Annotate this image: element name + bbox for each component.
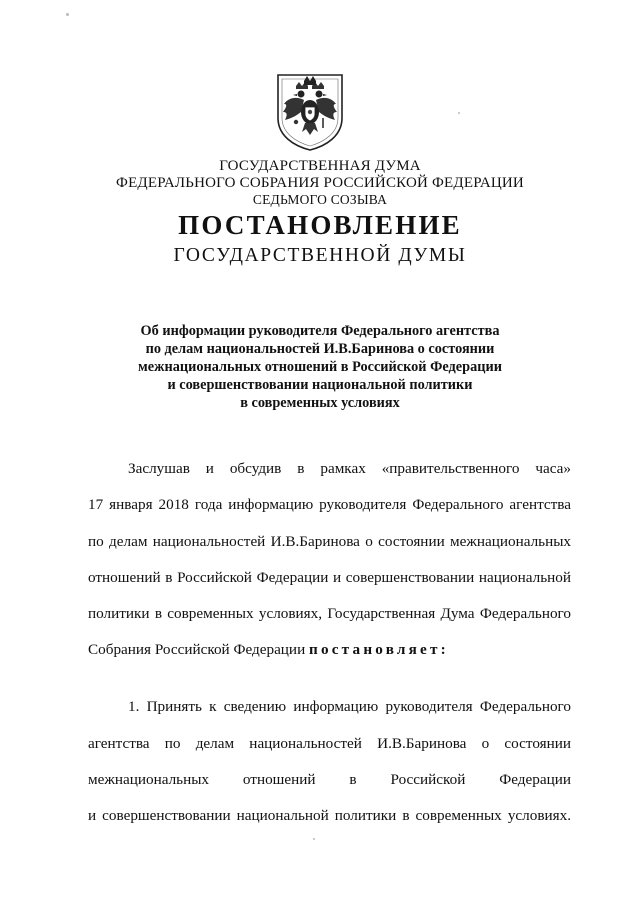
- preamble-line: 17 января 2018 года информацию руководителя Федерального агентства: [88, 496, 571, 513]
- preamble-last-line: [88, 640, 571, 660]
- preamble-line: политики в современных условиях, Государственная Дума Федерального: [88, 605, 571, 622]
- scan-speck: [313, 838, 315, 840]
- item-1-line: и совершенствовании национальной политики в современных условиях.: [88, 807, 571, 824]
- org-name-line-2: ФЕДЕРАЛЬНОГО СОБРАНИЯ РОССИЙСКОЙ ФЕДЕРАЦИИ: [116, 175, 524, 191]
- item-1-line: межнациональных отношений в Российской Федерации: [88, 771, 571, 788]
- item-1-line: агентства по делам национальностей И.В.Баринова о состоянии: [88, 735, 571, 752]
- item-1-line: 1. Принять к сведению информацию руководителя Федерального: [128, 698, 571, 715]
- org-name-line-1: ГОСУДАРСТВЕННАЯ ДУМА: [219, 158, 421, 174]
- title-line: и совершенствовании национальной политики: [167, 377, 473, 393]
- russian-coat-of-arms-icon: [274, 72, 346, 152]
- scan-speck: [458, 112, 460, 114]
- title-line: по делам национальностей И.В.Баринова о состоянии: [145, 341, 495, 357]
- document-type-heading: ПОСТАНОВЛЕНИЕ: [178, 210, 462, 240]
- resolves-word: постановляет:: [309, 641, 449, 658]
- title-line: в современных условиях: [240, 395, 400, 411]
- preamble-line: отношений в Российской Федерации и совершенствовании национальной: [88, 569, 571, 586]
- document-issuer-heading: ГОСУДАРСТВЕННОЙ ДУМЫ: [173, 245, 467, 266]
- convocation-line: СЕДЬМОГО СОЗЫВА: [252, 192, 388, 207]
- title-line: Об информации руководителя Федерального агентства: [140, 323, 500, 339]
- scan-speck: [66, 13, 69, 16]
- preamble-line: по делам национальностей И.В.Баринова о состоянии межнациональных: [88, 533, 571, 550]
- preamble-last-line-text: Собрания Российской Федерации: [88, 641, 309, 658]
- preamble-line: Заслушав и обсудив в рамках «правительственного часа»: [128, 460, 571, 477]
- resolution-title: [90, 322, 550, 412]
- title-line: межнациональных отношений в Российской Федерации: [138, 359, 502, 375]
- coat-of-arms-emblem: [274, 72, 346, 152]
